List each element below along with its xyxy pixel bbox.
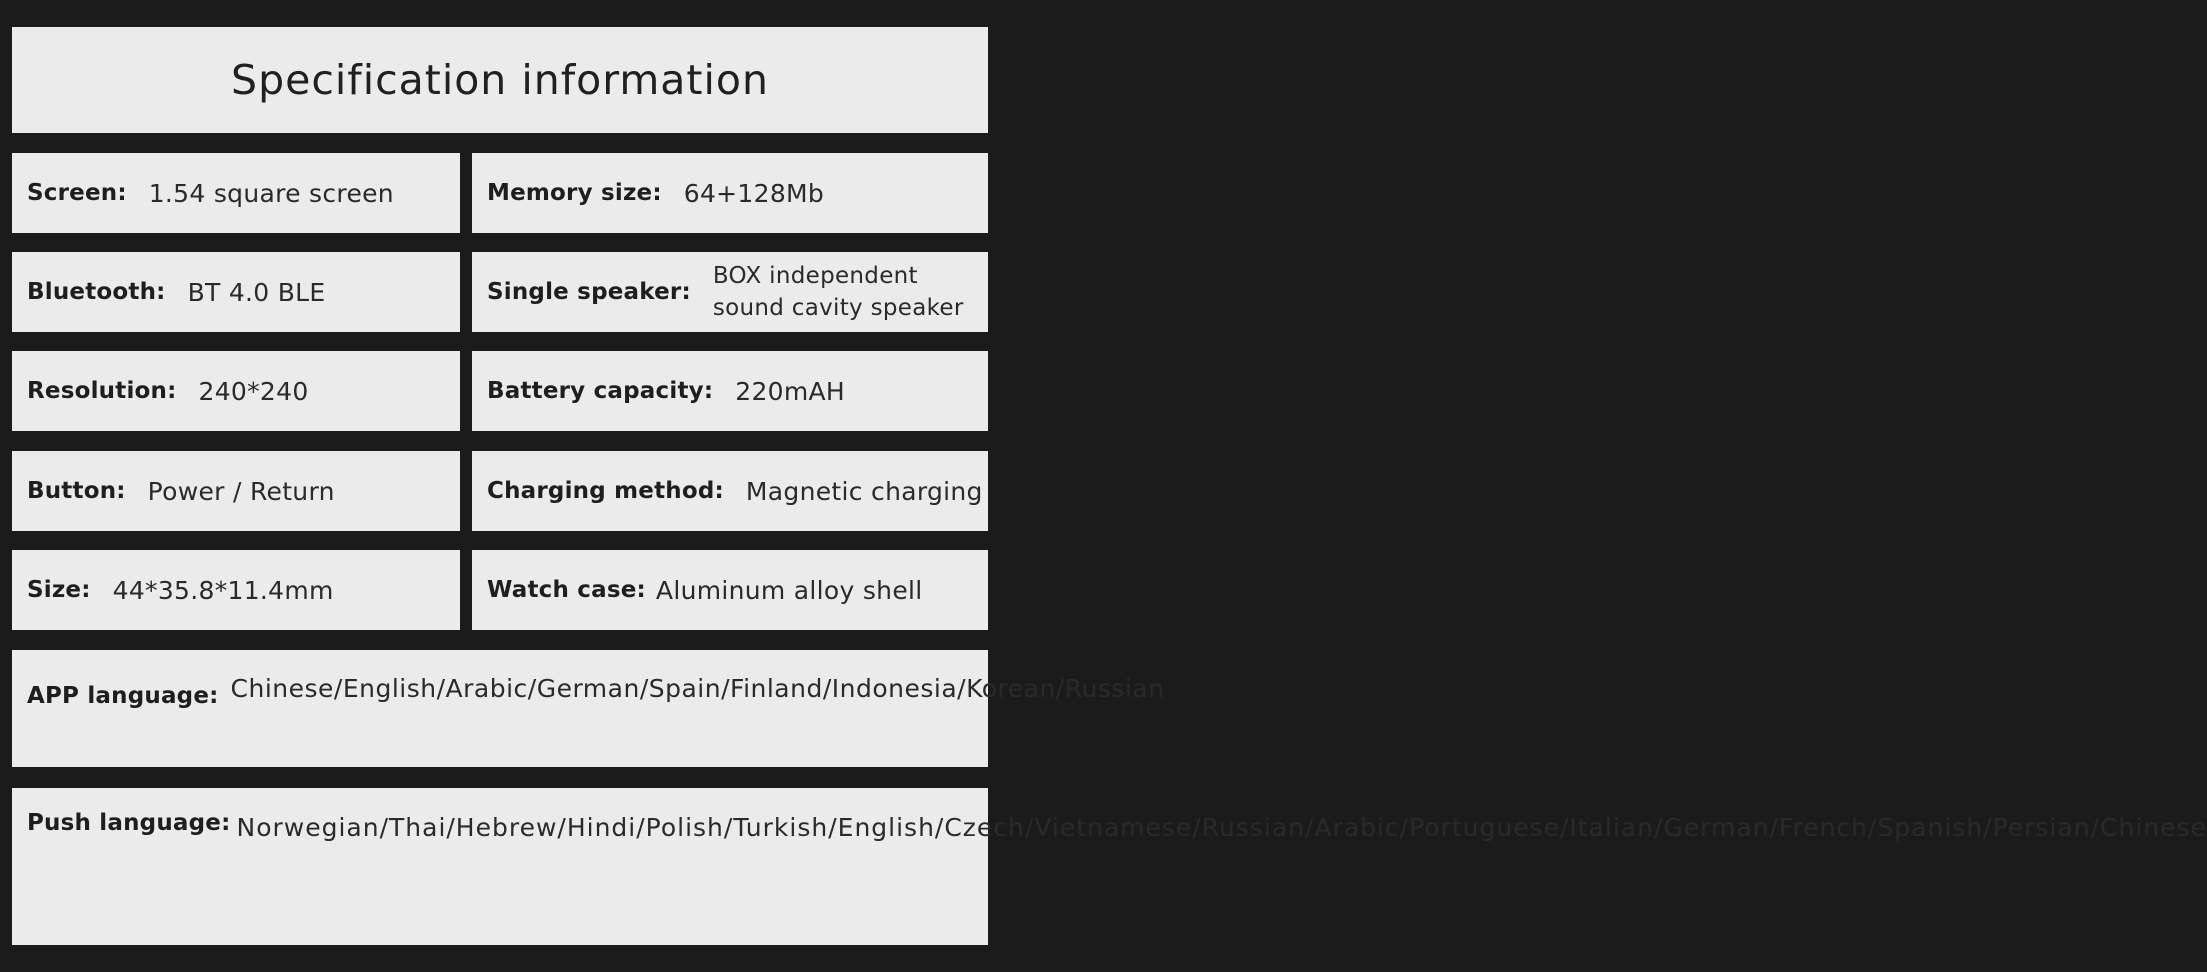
spec-label: Charging method: (487, 478, 724, 504)
spec-memory (472, 153, 988, 233)
spec-label: Push language: (27, 810, 231, 836)
spec-label: Battery capacity: (487, 378, 714, 404)
spec-watch-case (472, 550, 988, 630)
spec-value: Power / Return (147, 476, 335, 506)
spec-value: Magnetic charging (745, 476, 983, 506)
spec-label: Screen: (27, 180, 127, 206)
spec-label: Resolution: (27, 378, 177, 404)
spec-label: Bluetooth: (27, 279, 166, 305)
spec-charging (472, 451, 988, 531)
spec-push-language (12, 788, 2207, 945)
page-title: Specification information (231, 56, 769, 104)
spec-label: Watch case: (487, 577, 646, 603)
spec-value: 220mAH (735, 376, 846, 406)
spec-value: 64+128Mb (683, 178, 825, 208)
spec-speaker (472, 252, 988, 332)
spec-value: 240*240 (198, 376, 309, 406)
spec-label: Button: (27, 478, 126, 504)
title-panel (12, 27, 988, 133)
spec-value: Norwegian/Thai/Hebrew/Hindi/Polish/Turkish/English/Czech/Vietnamese/Russian/Arabic/Portuguese/Italian/German/French/Spanish/Persian/Chinese (236, 813, 2207, 842)
spec-resolution (12, 351, 460, 431)
spec-bluetooth (12, 252, 460, 332)
spec-screen (12, 153, 460, 233)
spec-app-language (12, 650, 1165, 767)
spec-value: Chinese/English/Arabic/German/Spain/Finland/Indonesia/Korean/Russian (230, 674, 1165, 703)
spec-value: 1.54 square screen (148, 178, 394, 208)
spec-label: Memory size: (487, 180, 662, 206)
spec-label: Size: (27, 577, 91, 603)
spec-value: BT 4.0 BLE (187, 277, 326, 307)
spec-value: 44*35.8*11.4mm (112, 575, 334, 605)
spec-value: Aluminum alloy shell (655, 575, 923, 605)
spec-battery (472, 351, 988, 431)
spec-button (12, 451, 460, 531)
spec-label: APP language: (27, 683, 219, 709)
spec-size (12, 550, 460, 630)
spec-label: Single speaker: (487, 279, 691, 305)
spec-value: BOX independent sound cavity speaker (712, 263, 964, 321)
